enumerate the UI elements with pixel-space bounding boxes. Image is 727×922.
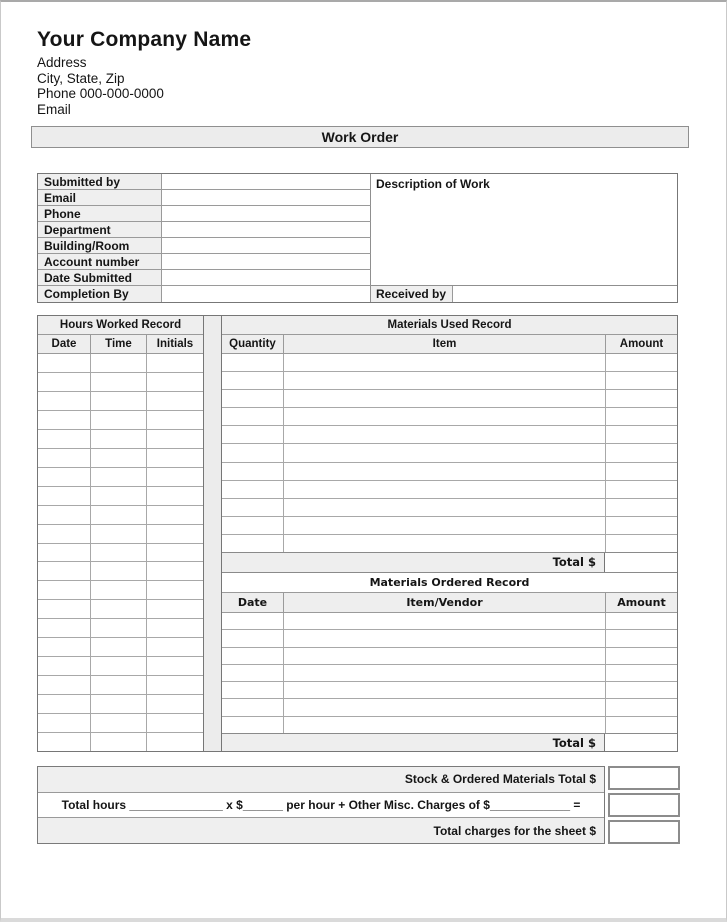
table-cell[interactable] — [91, 733, 147, 751]
table-row — [222, 665, 677, 682]
column-header-item: Item — [284, 335, 606, 353]
hours-formula-total-input[interactable] — [608, 793, 680, 817]
table-cell[interactable] — [91, 695, 147, 713]
table-cell[interactable] — [222, 372, 284, 389]
table-row — [222, 699, 677, 716]
table-row — [38, 449, 203, 468]
table-cell[interactable] — [38, 600, 91, 618]
table-cell[interactable] — [91, 562, 147, 580]
table-cell[interactable] — [147, 676, 203, 694]
table-row — [38, 544, 203, 563]
table-cell[interactable] — [147, 392, 203, 410]
materials-ordered-total-input[interactable] — [604, 734, 677, 751]
column-header-date: Date — [222, 593, 284, 612]
table-cell[interactable] — [606, 408, 677, 425]
table-cell[interactable] — [222, 699, 284, 715]
column-header-date: Date — [38, 335, 91, 353]
table-cell[interactable] — [38, 373, 91, 391]
table-cell[interactable] — [284, 630, 606, 646]
company-phone: Phone 000-000-0000 — [37, 86, 164, 101]
company-address: Address — [37, 55, 87, 70]
table-row — [222, 390, 677, 408]
column-header-time: Time — [91, 335, 147, 353]
table-cell[interactable] — [284, 463, 606, 480]
table-row — [38, 411, 203, 430]
company-name: Your Company Name — [37, 28, 252, 51]
field-input-building-room[interactable] — [162, 238, 371, 254]
stock-ordered-total-label: Stock & Ordered Materials Total $ — [38, 767, 604, 793]
request-info-table — [37, 173, 678, 303]
table-cell[interactable] — [91, 468, 147, 486]
table-row — [222, 717, 677, 733]
table-cell[interactable] — [284, 499, 606, 516]
table-cell[interactable] — [38, 714, 91, 732]
table-cell[interactable] — [284, 354, 606, 371]
table-cell[interactable] — [222, 444, 284, 461]
table-row — [222, 444, 677, 462]
materials-ordered-total-label: Total $ — [222, 734, 604, 751]
table-cell[interactable] — [284, 426, 606, 443]
column-header-initials: Initials — [156, 338, 194, 350]
materials-used-total-row — [222, 552, 677, 573]
total-charges-label: Total charges for the sheet $ — [38, 818, 604, 843]
table-cell[interactable] — [222, 426, 284, 443]
table-cell[interactable] — [222, 408, 284, 425]
table-cell[interactable] — [147, 562, 203, 580]
table-cell[interactable] — [147, 733, 203, 751]
table-cell[interactable] — [284, 613, 606, 629]
table-row — [38, 619, 203, 638]
table-cell[interactable] — [147, 373, 203, 391]
request-info-fields — [38, 174, 371, 302]
table-row — [38, 638, 203, 657]
table-row — [222, 648, 677, 665]
table-cell[interactable] — [147, 638, 203, 656]
table-row — [38, 392, 203, 411]
table-cell[interactable] — [606, 717, 677, 733]
table-cell[interactable] — [606, 535, 677, 552]
table-row — [38, 657, 203, 676]
table-cell[interactable] — [91, 487, 147, 505]
company-header — [37, 28, 251, 117]
table-cell[interactable] — [222, 613, 284, 629]
table-cell[interactable] — [222, 499, 284, 516]
table-cell[interactable] — [91, 657, 147, 675]
table-cell[interactable] — [91, 411, 147, 429]
table-cell[interactable] — [606, 682, 677, 698]
hours-worked-header — [38, 335, 203, 354]
table-cell[interactable] — [606, 499, 677, 516]
table-cell[interactable] — [91, 581, 147, 599]
table-cell[interactable] — [222, 717, 284, 733]
table-cell[interactable] — [147, 449, 203, 467]
records-section — [37, 315, 678, 752]
field-input-account-number[interactable] — [162, 254, 371, 270]
table-cell[interactable] — [147, 714, 203, 732]
materials-ordered-total-row — [222, 733, 677, 751]
table-cell[interactable] — [38, 676, 91, 694]
table-cell[interactable] — [284, 648, 606, 664]
table-cell[interactable] — [284, 699, 606, 715]
hours-worked-title: Hours Worked Record — [38, 316, 203, 335]
field-label-building-room: Building/Room — [38, 238, 162, 254]
table-row — [38, 354, 203, 373]
table-cell[interactable] — [91, 373, 147, 391]
column-header-amount: Amount — [619, 338, 664, 350]
company-city-state-zip: City, State, Zip — [37, 70, 125, 86]
table-cell[interactable] — [147, 695, 203, 713]
table-cell[interactable] — [222, 648, 284, 664]
table-cell[interactable] — [222, 390, 284, 407]
column-header-quantity: Quantity — [222, 335, 284, 353]
received-by-input[interactable] — [453, 286, 677, 302]
table-cell[interactable] — [284, 481, 606, 498]
table-cell[interactable] — [91, 714, 147, 732]
table-cell[interactable] — [147, 600, 203, 618]
table-row — [222, 481, 677, 499]
table-cell[interactable] — [38, 581, 91, 599]
table-cell[interactable] — [91, 544, 147, 562]
materials-used-header — [222, 335, 677, 354]
table-cell[interactable] — [606, 481, 677, 498]
materials-used-total-label: Total $ — [222, 553, 604, 572]
table-cell[interactable] — [147, 657, 203, 675]
totals-amount-boxes — [608, 766, 680, 844]
table-cell[interactable] — [222, 354, 284, 371]
materials-used-body — [222, 354, 677, 552]
table-cell[interactable] — [606, 426, 677, 443]
table-cell[interactable] — [147, 619, 203, 637]
table-cell[interactable] — [91, 619, 147, 637]
materials-used-title: Materials Used Record — [222, 316, 677, 335]
table-row — [38, 733, 203, 751]
table-cell[interactable] — [91, 638, 147, 656]
table-row — [38, 676, 203, 695]
table-row — [38, 562, 203, 581]
received-by-label: Received by — [371, 286, 453, 302]
total-hours-formula-line: Total hours ______________ x $______ per hour + Other Misc. Charges of $____________ = — [38, 793, 604, 819]
table-cell[interactable] — [222, 517, 284, 534]
materials-table — [221, 315, 678, 752]
table-row — [38, 525, 203, 544]
table-cell[interactable] — [38, 562, 91, 580]
stock-ordered-total-input[interactable] — [608, 766, 680, 790]
table-cell[interactable] — [147, 506, 203, 524]
table-row — [38, 506, 203, 525]
field-input-email[interactable] — [162, 190, 371, 206]
table-cell[interactable] — [606, 613, 677, 629]
received-by-row — [371, 285, 677, 302]
table-cell[interactable] — [38, 733, 91, 751]
table-cell[interactable] — [147, 487, 203, 505]
table-cell[interactable] — [284, 665, 606, 681]
table-row — [222, 682, 677, 699]
table-cell[interactable] — [284, 535, 606, 552]
table-cell[interactable] — [284, 717, 606, 733]
table-cell[interactable] — [91, 676, 147, 694]
totals-table — [37, 766, 605, 844]
field-label-completion-by: Completion By — [38, 286, 162, 302]
table-row — [222, 426, 677, 444]
table-cell[interactable] — [284, 517, 606, 534]
field-input-phone[interactable] — [162, 206, 371, 222]
table-cell[interactable] — [147, 430, 203, 448]
table-cell[interactable] — [606, 517, 677, 534]
table-cell[interactable] — [606, 372, 677, 389]
table-cell[interactable] — [38, 657, 91, 675]
table-cell[interactable] — [284, 682, 606, 698]
materials-ordered-header — [222, 593, 677, 613]
table-cell[interactable] — [606, 390, 677, 407]
table-cell[interactable] — [147, 411, 203, 429]
table-cell[interactable] — [606, 648, 677, 664]
total-charges-input[interactable] — [608, 820, 680, 844]
table-cell[interactable] — [222, 535, 284, 552]
field-input-submitted-by[interactable] — [162, 174, 371, 190]
table-cell[interactable] — [38, 619, 91, 637]
table-cell[interactable] — [91, 354, 147, 372]
field-label-email: Email — [38, 190, 162, 206]
table-cell[interactable] — [38, 525, 91, 543]
table-cell[interactable] — [284, 390, 606, 407]
table-cell[interactable] — [222, 463, 284, 480]
field-label-submitted-by: Submitted by — [38, 174, 162, 190]
table-cell[interactable] — [147, 525, 203, 543]
table-cell[interactable] — [91, 525, 147, 543]
table-cell[interactable] — [91, 430, 147, 448]
table-cell[interactable] — [38, 392, 91, 410]
table-cell[interactable] — [222, 630, 284, 646]
table-cell[interactable] — [91, 392, 147, 410]
table-row — [222, 354, 677, 372]
table-cell[interactable] — [38, 487, 91, 505]
table-cell[interactable] — [606, 630, 677, 646]
table-cell[interactable] — [91, 449, 147, 467]
table-cell[interactable] — [606, 699, 677, 715]
description-of-work-cell[interactable]: Description of Work — [376, 177, 490, 191]
table-cell[interactable] — [38, 695, 91, 713]
hours-worked-body — [38, 354, 203, 751]
page-title: Work Order — [31, 126, 689, 148]
table-row — [38, 714, 203, 733]
table-cell[interactable] — [38, 411, 91, 429]
totals-section — [37, 766, 680, 844]
table-row — [38, 430, 203, 449]
table-cell[interactable] — [91, 506, 147, 524]
table-cell[interactable] — [284, 444, 606, 461]
table-row — [222, 630, 677, 647]
table-row — [38, 600, 203, 619]
table-row — [222, 408, 677, 426]
field-input-department[interactable] — [162, 222, 371, 238]
table-cell[interactable] — [606, 463, 677, 480]
table-cell[interactable] — [147, 581, 203, 599]
table-cell[interactable] — [38, 544, 91, 562]
table-row — [222, 499, 677, 517]
field-input-date-submitted[interactable] — [162, 270, 371, 286]
field-label-department: Department — [38, 222, 162, 238]
description-section — [371, 174, 677, 302]
table-row — [38, 581, 203, 600]
table-cell[interactable] — [606, 354, 677, 371]
field-label-phone: Phone — [38, 206, 162, 222]
table-cell[interactable] — [38, 354, 91, 372]
table-cell[interactable] — [284, 408, 606, 425]
table-cell[interactable] — [147, 468, 203, 486]
table-row — [222, 535, 677, 552]
table-row — [38, 695, 203, 714]
table-row — [222, 372, 677, 390]
materials-used-total-input[interactable] — [604, 553, 677, 572]
table-row — [38, 468, 203, 487]
column-header-amount: Amount — [617, 596, 666, 609]
table-gutter — [204, 315, 221, 752]
table-cell[interactable] — [38, 449, 91, 467]
field-label-account-number: Account number — [38, 254, 162, 270]
table-cell[interactable] — [606, 665, 677, 681]
field-input-completion-by[interactable] — [162, 286, 371, 302]
table-cell[interactable] — [147, 544, 203, 562]
field-label-date-submitted: Date Submitted — [38, 270, 162, 286]
hours-worked-table — [37, 315, 204, 752]
table-row — [222, 517, 677, 535]
table-cell[interactable] — [38, 468, 91, 486]
table-cell[interactable] — [222, 682, 284, 698]
table-cell[interactable] — [606, 444, 677, 461]
table-row — [38, 487, 203, 506]
table-cell[interactable] — [38, 430, 91, 448]
table-cell[interactable] — [38, 638, 91, 656]
column-header-item-vendor: Item/Vendor — [284, 593, 606, 612]
company-email: Email — [37, 101, 71, 117]
table-cell[interactable] — [222, 665, 284, 681]
table-cell[interactable] — [147, 354, 203, 372]
table-cell[interactable] — [91, 600, 147, 618]
materials-ordered-title: Materials Ordered Record — [222, 573, 677, 593]
table-row — [222, 613, 677, 630]
table-cell[interactable] — [222, 481, 284, 498]
table-row — [38, 373, 203, 392]
table-cell[interactable] — [38, 506, 91, 524]
table-cell[interactable] — [284, 372, 606, 389]
materials-ordered-body — [222, 613, 677, 733]
table-row — [222, 463, 677, 481]
